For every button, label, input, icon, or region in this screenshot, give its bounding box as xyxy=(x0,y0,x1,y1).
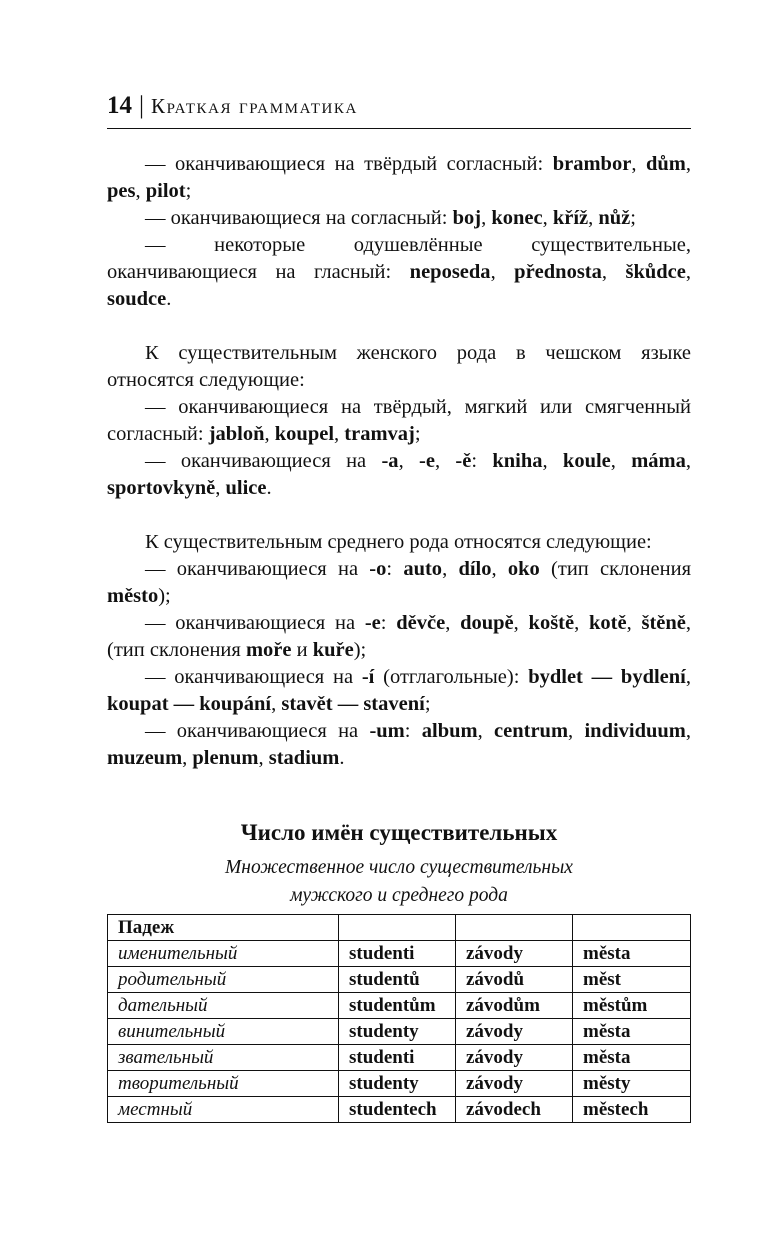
example-word: bydlet — bydlení xyxy=(528,666,686,688)
paragraph xyxy=(107,340,691,394)
text-run: , xyxy=(258,747,269,769)
text-run: — оканчивающиеся на xyxy=(145,666,362,688)
table-row xyxy=(108,1019,691,1045)
text-run: , xyxy=(588,207,599,229)
form-cell: měst xyxy=(573,967,691,993)
paragraph xyxy=(107,448,691,502)
example-word: album xyxy=(421,720,478,742)
text-run: , xyxy=(513,612,529,634)
book-page xyxy=(107,92,691,1123)
body-text xyxy=(107,151,691,772)
example-word: neposeda xyxy=(409,261,491,283)
example-word: ulice xyxy=(225,477,267,499)
form-cell: studentů xyxy=(339,967,456,993)
form-cell: závodům xyxy=(456,993,573,1019)
text-run: , xyxy=(491,558,508,580)
case-name-cell: дательный xyxy=(108,993,339,1019)
text-run: — оканчивающиеся на согласный: xyxy=(145,207,453,229)
text-run: : xyxy=(471,450,493,472)
example-word: dílo xyxy=(458,558,492,580)
text-run: , xyxy=(445,612,461,634)
text-run: , xyxy=(271,693,282,715)
text-run: (тип склонения xyxy=(539,558,692,580)
form-cell: studenti xyxy=(339,941,456,967)
example-word: pilot xyxy=(145,180,186,202)
form-cell xyxy=(456,915,573,941)
form-cell: města xyxy=(573,941,691,967)
example-word: děvče xyxy=(396,612,446,634)
case-name-cell: местный xyxy=(108,1097,339,1123)
caption-line-2: мужского и среднего рода xyxy=(290,885,508,906)
table-row xyxy=(108,993,691,1019)
form-cell: města xyxy=(573,1045,691,1071)
case-name-cell: родительный xyxy=(108,967,339,993)
example-word: -e xyxy=(419,450,435,472)
case-header-cell: Падеж xyxy=(108,915,339,941)
example-word: soudce xyxy=(107,288,167,310)
case-name-cell: винительный xyxy=(108,1019,339,1045)
text-run: , xyxy=(685,666,691,688)
text-run: , xyxy=(434,450,456,472)
text-run: , xyxy=(398,450,419,472)
text-run: , xyxy=(685,450,691,472)
case-name-cell: именительный xyxy=(108,941,339,967)
example-word: koule xyxy=(562,450,611,472)
text-run: , xyxy=(574,612,589,634)
text-run: — некоторые одушевлённые существительные, оканчивающиеся на гласный: xyxy=(107,234,691,283)
text-run: — оканчивающиеся на xyxy=(145,612,365,634)
text-run: , xyxy=(685,720,692,742)
paragraph xyxy=(107,394,691,448)
text-run: ; xyxy=(424,693,431,715)
text-run: , xyxy=(542,450,563,472)
example-word: dům xyxy=(646,153,686,175)
text-run: , xyxy=(685,153,692,175)
text-run: , xyxy=(477,720,495,742)
paragraph xyxy=(107,610,691,664)
example-word: auto xyxy=(403,558,443,580)
form-cell: studentům xyxy=(339,993,456,1019)
form-cell: závody xyxy=(456,1045,573,1071)
form-cell: studenti xyxy=(339,1045,456,1071)
text-run: , xyxy=(601,261,626,283)
text-run: К существительным женского рода в чешском языке относятся следующие: xyxy=(107,342,691,391)
text-run: . xyxy=(339,747,345,769)
case-name-cell: звательный xyxy=(108,1045,339,1071)
example-word: jabloň xyxy=(208,423,265,445)
example-word: kuře xyxy=(312,639,354,661)
example-word: sportovkyně xyxy=(107,477,216,499)
text-run: (отглагольные): xyxy=(374,666,529,688)
text-run: , xyxy=(442,558,459,580)
text-run: . xyxy=(266,477,272,499)
text-run: , xyxy=(626,612,642,634)
example-word: kotě xyxy=(589,612,627,634)
caption-line-1: Множественное число существительных xyxy=(225,857,573,878)
text-run: — оканчивающиеся на твёрдый согласный: xyxy=(145,153,553,175)
text-run: , xyxy=(135,180,146,202)
example-word: -o xyxy=(369,558,387,580)
example-word: škůdce xyxy=(625,261,686,283)
example-word: štěně xyxy=(641,612,686,634)
text-run: — оканчивающиеся на твёрдый, мягкий или смягченный согласный: xyxy=(107,396,691,445)
text-run: , xyxy=(631,153,646,175)
table-row xyxy=(108,1097,691,1123)
text-run: , xyxy=(481,207,492,229)
text-run: и xyxy=(291,639,313,661)
section-title: Число имён существительных xyxy=(240,820,558,845)
example-word: přednosta xyxy=(514,261,602,283)
text-run: , xyxy=(182,747,193,769)
text-run: , xyxy=(264,423,275,445)
form-cell: závody xyxy=(456,941,573,967)
text-run: К существительным среднего рода относятся следующие: xyxy=(145,531,652,553)
example-word: centrum xyxy=(494,720,569,742)
form-cell: studentech xyxy=(339,1097,456,1123)
example-word: kříž xyxy=(552,207,589,229)
text-run: — оканчивающиеся на xyxy=(145,558,370,580)
form-cell xyxy=(339,915,456,941)
table-header-row xyxy=(108,915,691,941)
form-cell: městům xyxy=(573,993,691,1019)
text-run: — оканчивающиеся на xyxy=(145,450,382,472)
example-word: doupě xyxy=(460,612,514,634)
running-header xyxy=(107,92,691,129)
form-cell: studenty xyxy=(339,1019,456,1045)
example-word: konec xyxy=(491,207,543,229)
form-cell: městech xyxy=(573,1097,691,1123)
example-word: -ě xyxy=(455,450,472,472)
header-title: Краткая грамматика xyxy=(151,94,358,118)
example-word: moře xyxy=(245,639,292,661)
text-run: , xyxy=(334,423,345,445)
example-word: -e xyxy=(364,612,381,634)
text-run: , xyxy=(542,207,553,229)
example-word: brambor xyxy=(552,153,632,175)
form-cell: závody xyxy=(456,1019,573,1045)
text-run: , xyxy=(215,477,226,499)
example-word: -í xyxy=(361,666,375,688)
paragraph xyxy=(107,664,691,718)
form-cell: studenty xyxy=(339,1071,456,1097)
example-word: stavět — stavení xyxy=(281,693,425,715)
text-run: , xyxy=(568,720,585,742)
header-separator: | xyxy=(139,92,145,119)
example-word: oko xyxy=(507,558,540,580)
text-run: : xyxy=(386,558,404,580)
text-run: — оканчивающиеся на xyxy=(145,720,370,742)
example-word: individuum xyxy=(584,720,686,742)
example-word: pes xyxy=(107,180,136,202)
text-run: ); xyxy=(158,585,171,607)
example-word: plenum xyxy=(192,747,259,769)
declension-table xyxy=(107,914,691,1123)
text-run: ; xyxy=(414,423,421,445)
paragraph xyxy=(107,556,691,610)
form-cell: města xyxy=(573,1019,691,1045)
text-run: ); xyxy=(353,639,367,661)
text-run: ; xyxy=(185,180,192,202)
text-run: : xyxy=(404,720,422,742)
example-word: město xyxy=(107,585,159,607)
example-word: boj xyxy=(452,207,482,229)
example-word: máma xyxy=(631,450,686,472)
example-word: tramvaj xyxy=(344,423,415,445)
form-cell: závody xyxy=(456,1071,573,1097)
text-run: , xyxy=(685,261,692,283)
paragraph xyxy=(107,718,691,772)
example-word: stadium xyxy=(268,747,340,769)
example-word: koupel xyxy=(274,423,335,445)
paragraph xyxy=(107,529,691,556)
paragraph xyxy=(107,205,691,232)
table-caption xyxy=(107,854,691,910)
page-number: 14 xyxy=(107,92,132,119)
text-run: : xyxy=(380,612,397,634)
text-run: . xyxy=(166,288,172,310)
table-row xyxy=(108,1071,691,1097)
table-row xyxy=(108,941,691,967)
text-run: , xyxy=(490,261,515,283)
paragraph xyxy=(107,151,691,205)
form-cell xyxy=(573,915,691,941)
form-cell: závodech xyxy=(456,1097,573,1123)
text-run: ; xyxy=(630,207,636,229)
example-word: nůž xyxy=(598,207,631,229)
table-row xyxy=(108,1045,691,1071)
example-word: muzeum xyxy=(107,747,183,769)
table-row xyxy=(108,967,691,993)
example-word: koupat — koupání xyxy=(107,693,272,715)
form-cell: městy xyxy=(573,1071,691,1097)
example-word: -um xyxy=(369,720,405,742)
example-word: koště xyxy=(528,612,575,634)
case-name-cell: творительный xyxy=(108,1071,339,1097)
example-word: kniha xyxy=(492,450,543,472)
example-word: -a xyxy=(381,450,399,472)
form-cell: závodů xyxy=(456,967,573,993)
paragraph xyxy=(107,232,691,313)
text-run: , (тип склонения xyxy=(107,612,691,661)
text-run: , xyxy=(610,450,632,472)
